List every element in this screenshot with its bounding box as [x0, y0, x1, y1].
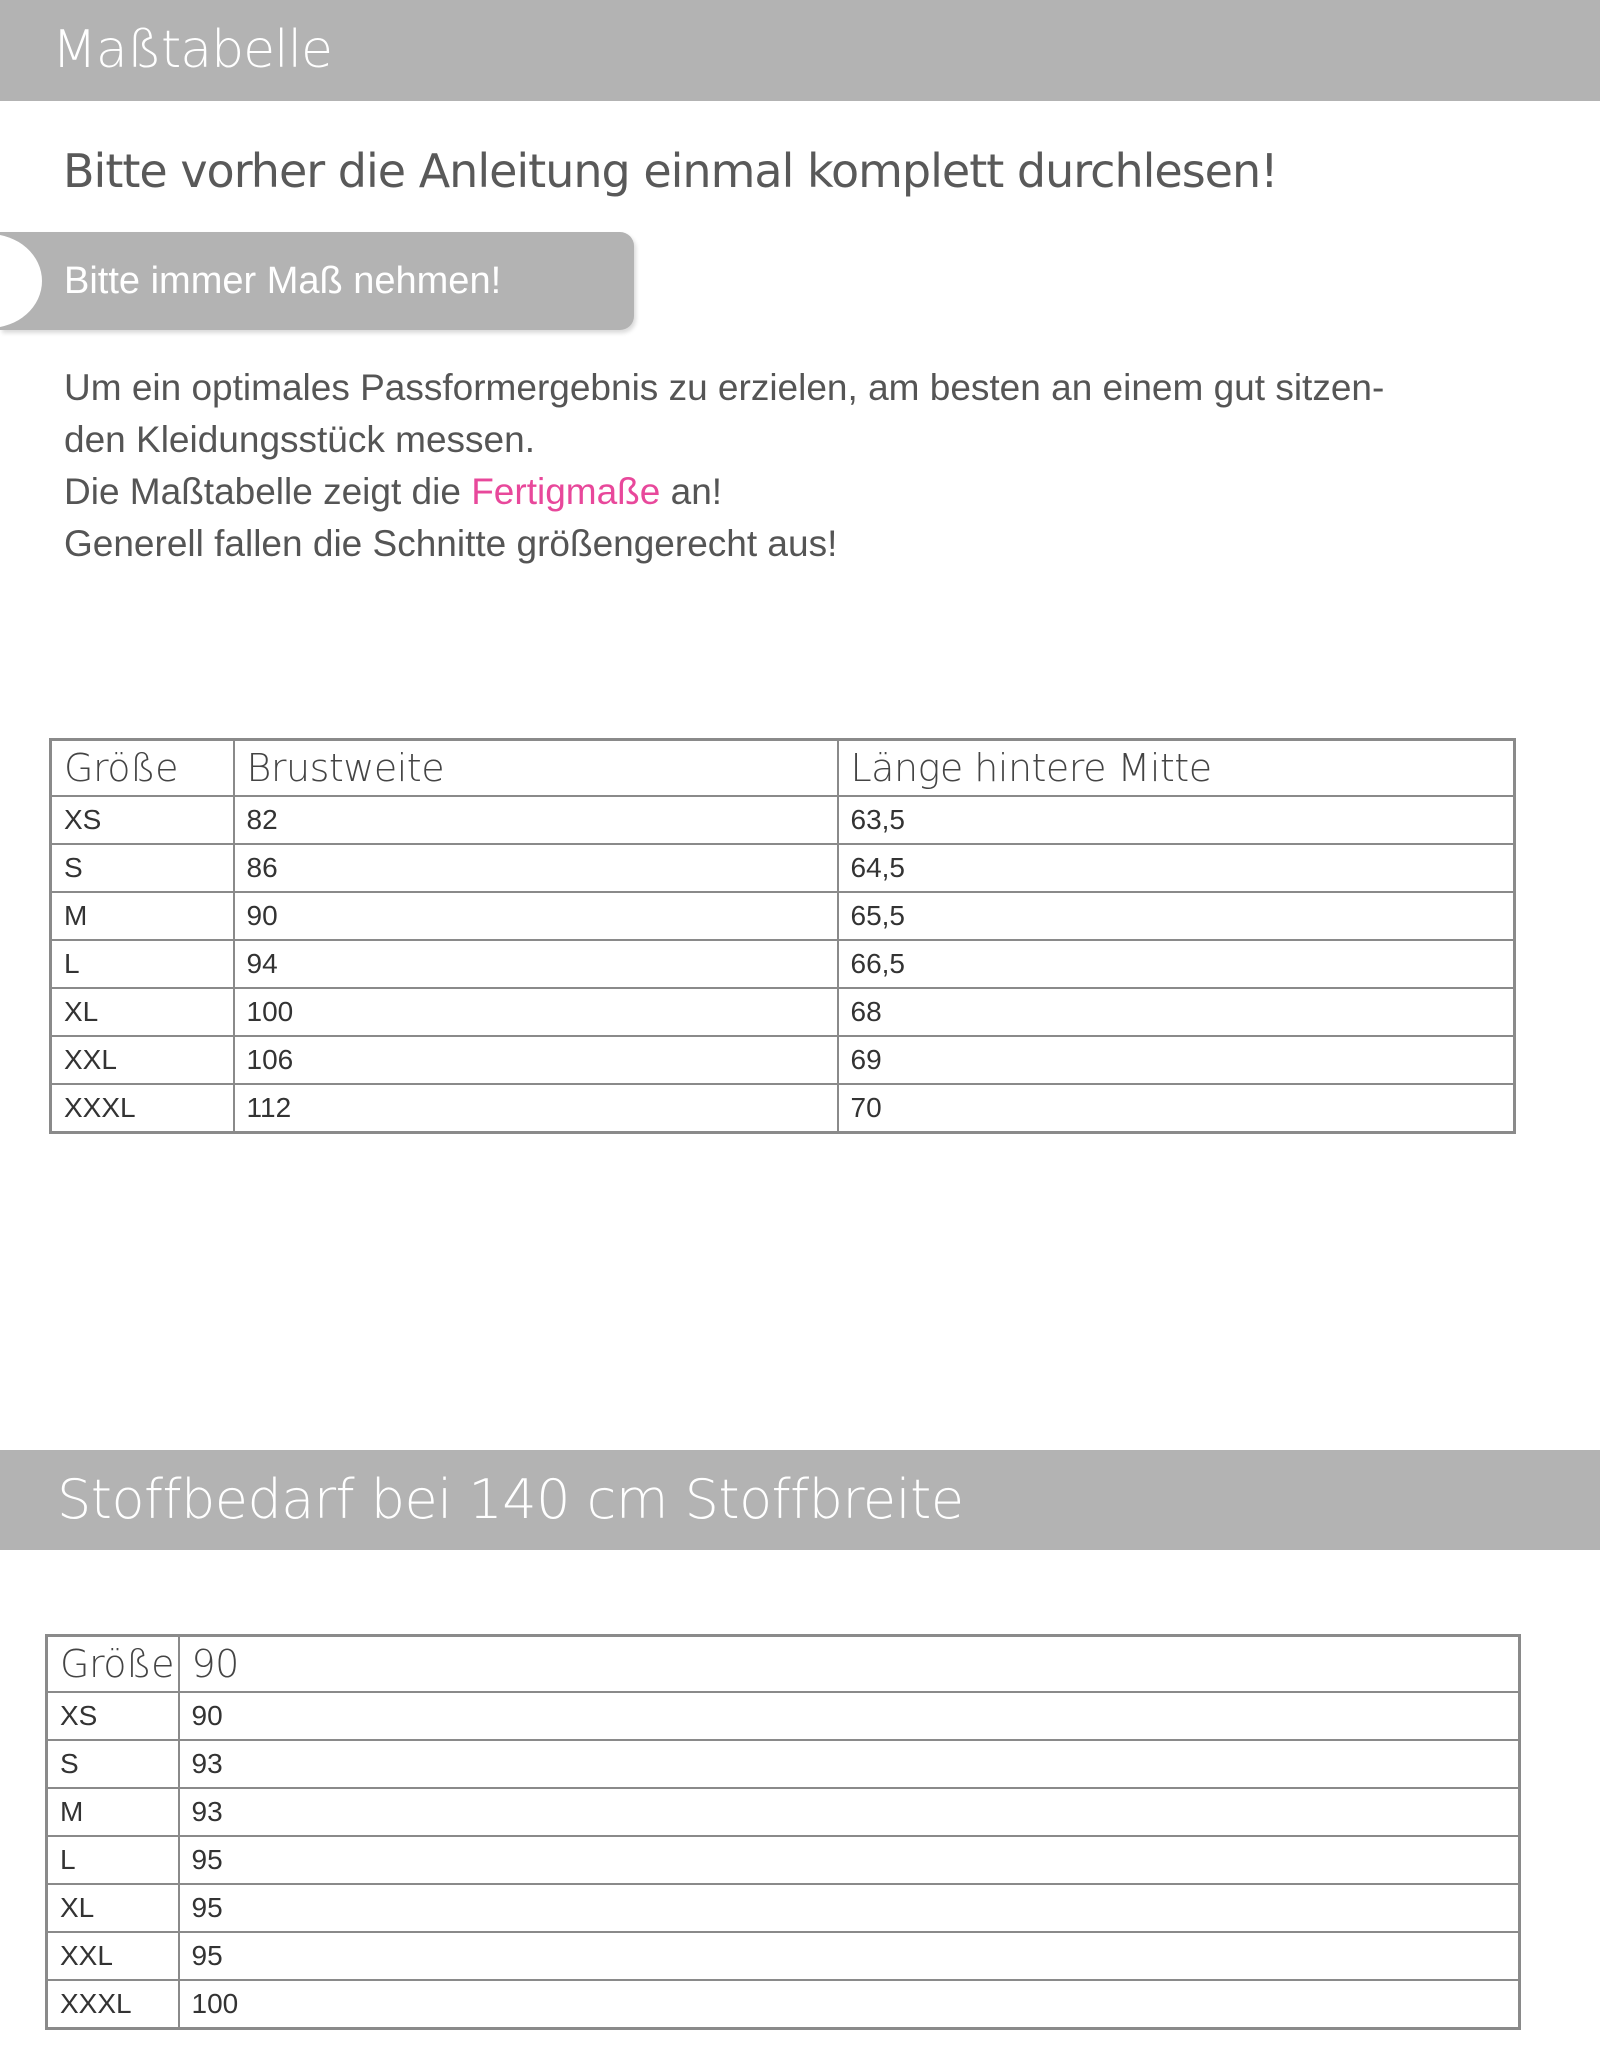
amount-cell: 100 [179, 1980, 1520, 2029]
column-header-size: Größe [51, 740, 234, 797]
chest-cell: 106 [234, 1036, 838, 1084]
back-length-cell: 69 [838, 1036, 1515, 1084]
table-row [51, 796, 1515, 844]
column-header-size: Größe [47, 1636, 179, 1693]
amount-cell: 90 [179, 1692, 1520, 1740]
chest-cell: 94 [234, 940, 838, 988]
back-length-cell: 70 [838, 1084, 1515, 1133]
table-row [51, 1036, 1515, 1084]
column-header-back-length: Länge hintere Mitte [838, 740, 1515, 797]
back-length-cell: 66,5 [838, 940, 1515, 988]
back-length-cell: 68 [838, 988, 1515, 1036]
amount-cell: 95 [179, 1932, 1520, 1980]
size-cell: XXL [51, 1036, 234, 1084]
paragraph-line-3-end: an! [660, 471, 723, 512]
section-header-fabric [0, 1450, 1600, 1550]
section-title: Stoffbedarf bei 140 cm Stoffbreite [57, 1468, 964, 1531]
table-row [51, 940, 1515, 988]
table-row [51, 988, 1515, 1036]
table-row [47, 1932, 1520, 1980]
chest-cell: 112 [234, 1084, 838, 1133]
paragraph-line-3 [64, 466, 1484, 518]
table-row [47, 1740, 1520, 1788]
size-cell: XS [51, 796, 234, 844]
callout-box [0, 232, 634, 330]
table-row [51, 892, 1515, 940]
paragraph-line-3-start: Die Maßtabelle zeigt die [64, 471, 472, 512]
amount-cell: 93 [179, 1740, 1520, 1788]
callout-text: Bitte immer Maß nehmen! [64, 260, 502, 302]
intro-paragraph [64, 362, 1484, 570]
size-cell: XL [47, 1884, 179, 1932]
size-cell: XXL [47, 1932, 179, 1980]
column-header-amount: 90 [179, 1636, 1520, 1693]
table-row [47, 1788, 1520, 1836]
paragraph-line-4: Generell fallen die Schnitte größengerecht aus! [64, 523, 838, 564]
size-cell: M [51, 892, 234, 940]
paragraph-line-2: den Kleidungsstück messen. [64, 419, 535, 460]
size-cell: XS [47, 1692, 179, 1740]
amount-cell: 95 [179, 1836, 1520, 1884]
size-table [49, 738, 1516, 1134]
paragraph-line-1: Um ein optimales Passformergebnis zu erzielen, am besten an einem gut sitzen- [64, 367, 1385, 408]
table-row [51, 844, 1515, 892]
table-row [47, 1980, 1520, 2029]
column-header-chest: Brustweite [234, 740, 838, 797]
table-header-row [51, 740, 1515, 797]
size-cell: XXXL [51, 1084, 234, 1133]
back-length-cell: 63,5 [838, 796, 1515, 844]
chest-cell: 86 [234, 844, 838, 892]
highlighted-term: Fertigmaße [471, 471, 661, 512]
amount-cell: 93 [179, 1788, 1520, 1836]
chest-cell: 82 [234, 796, 838, 844]
section-title: Maßtabelle [52, 20, 333, 80]
table-row [47, 1884, 1520, 1932]
size-cell: XXXL [47, 1980, 179, 2029]
size-cell: M [47, 1788, 179, 1836]
size-cell: L [47, 1836, 179, 1884]
chest-cell: 100 [234, 988, 838, 1036]
amount-cell: 95 [179, 1884, 1520, 1932]
fabric-table [45, 1634, 1521, 2030]
size-cell: XL [51, 988, 234, 1036]
instruction-headline: Bitte vorher die Anleitung einmal komplett durchlesen! [63, 144, 1278, 198]
chest-cell: 90 [234, 892, 838, 940]
back-length-cell: 65,5 [838, 892, 1515, 940]
table-row [51, 1084, 1515, 1133]
section-header-masstabelle [0, 0, 1600, 101]
size-cell: L [51, 940, 234, 988]
table-row [47, 1692, 1520, 1740]
size-cell: S [51, 844, 234, 892]
table-header-row [47, 1636, 1520, 1693]
back-length-cell: 64,5 [838, 844, 1515, 892]
table-row [47, 1836, 1520, 1884]
size-cell: S [47, 1740, 179, 1788]
callout-circle-decoration [0, 234, 42, 328]
